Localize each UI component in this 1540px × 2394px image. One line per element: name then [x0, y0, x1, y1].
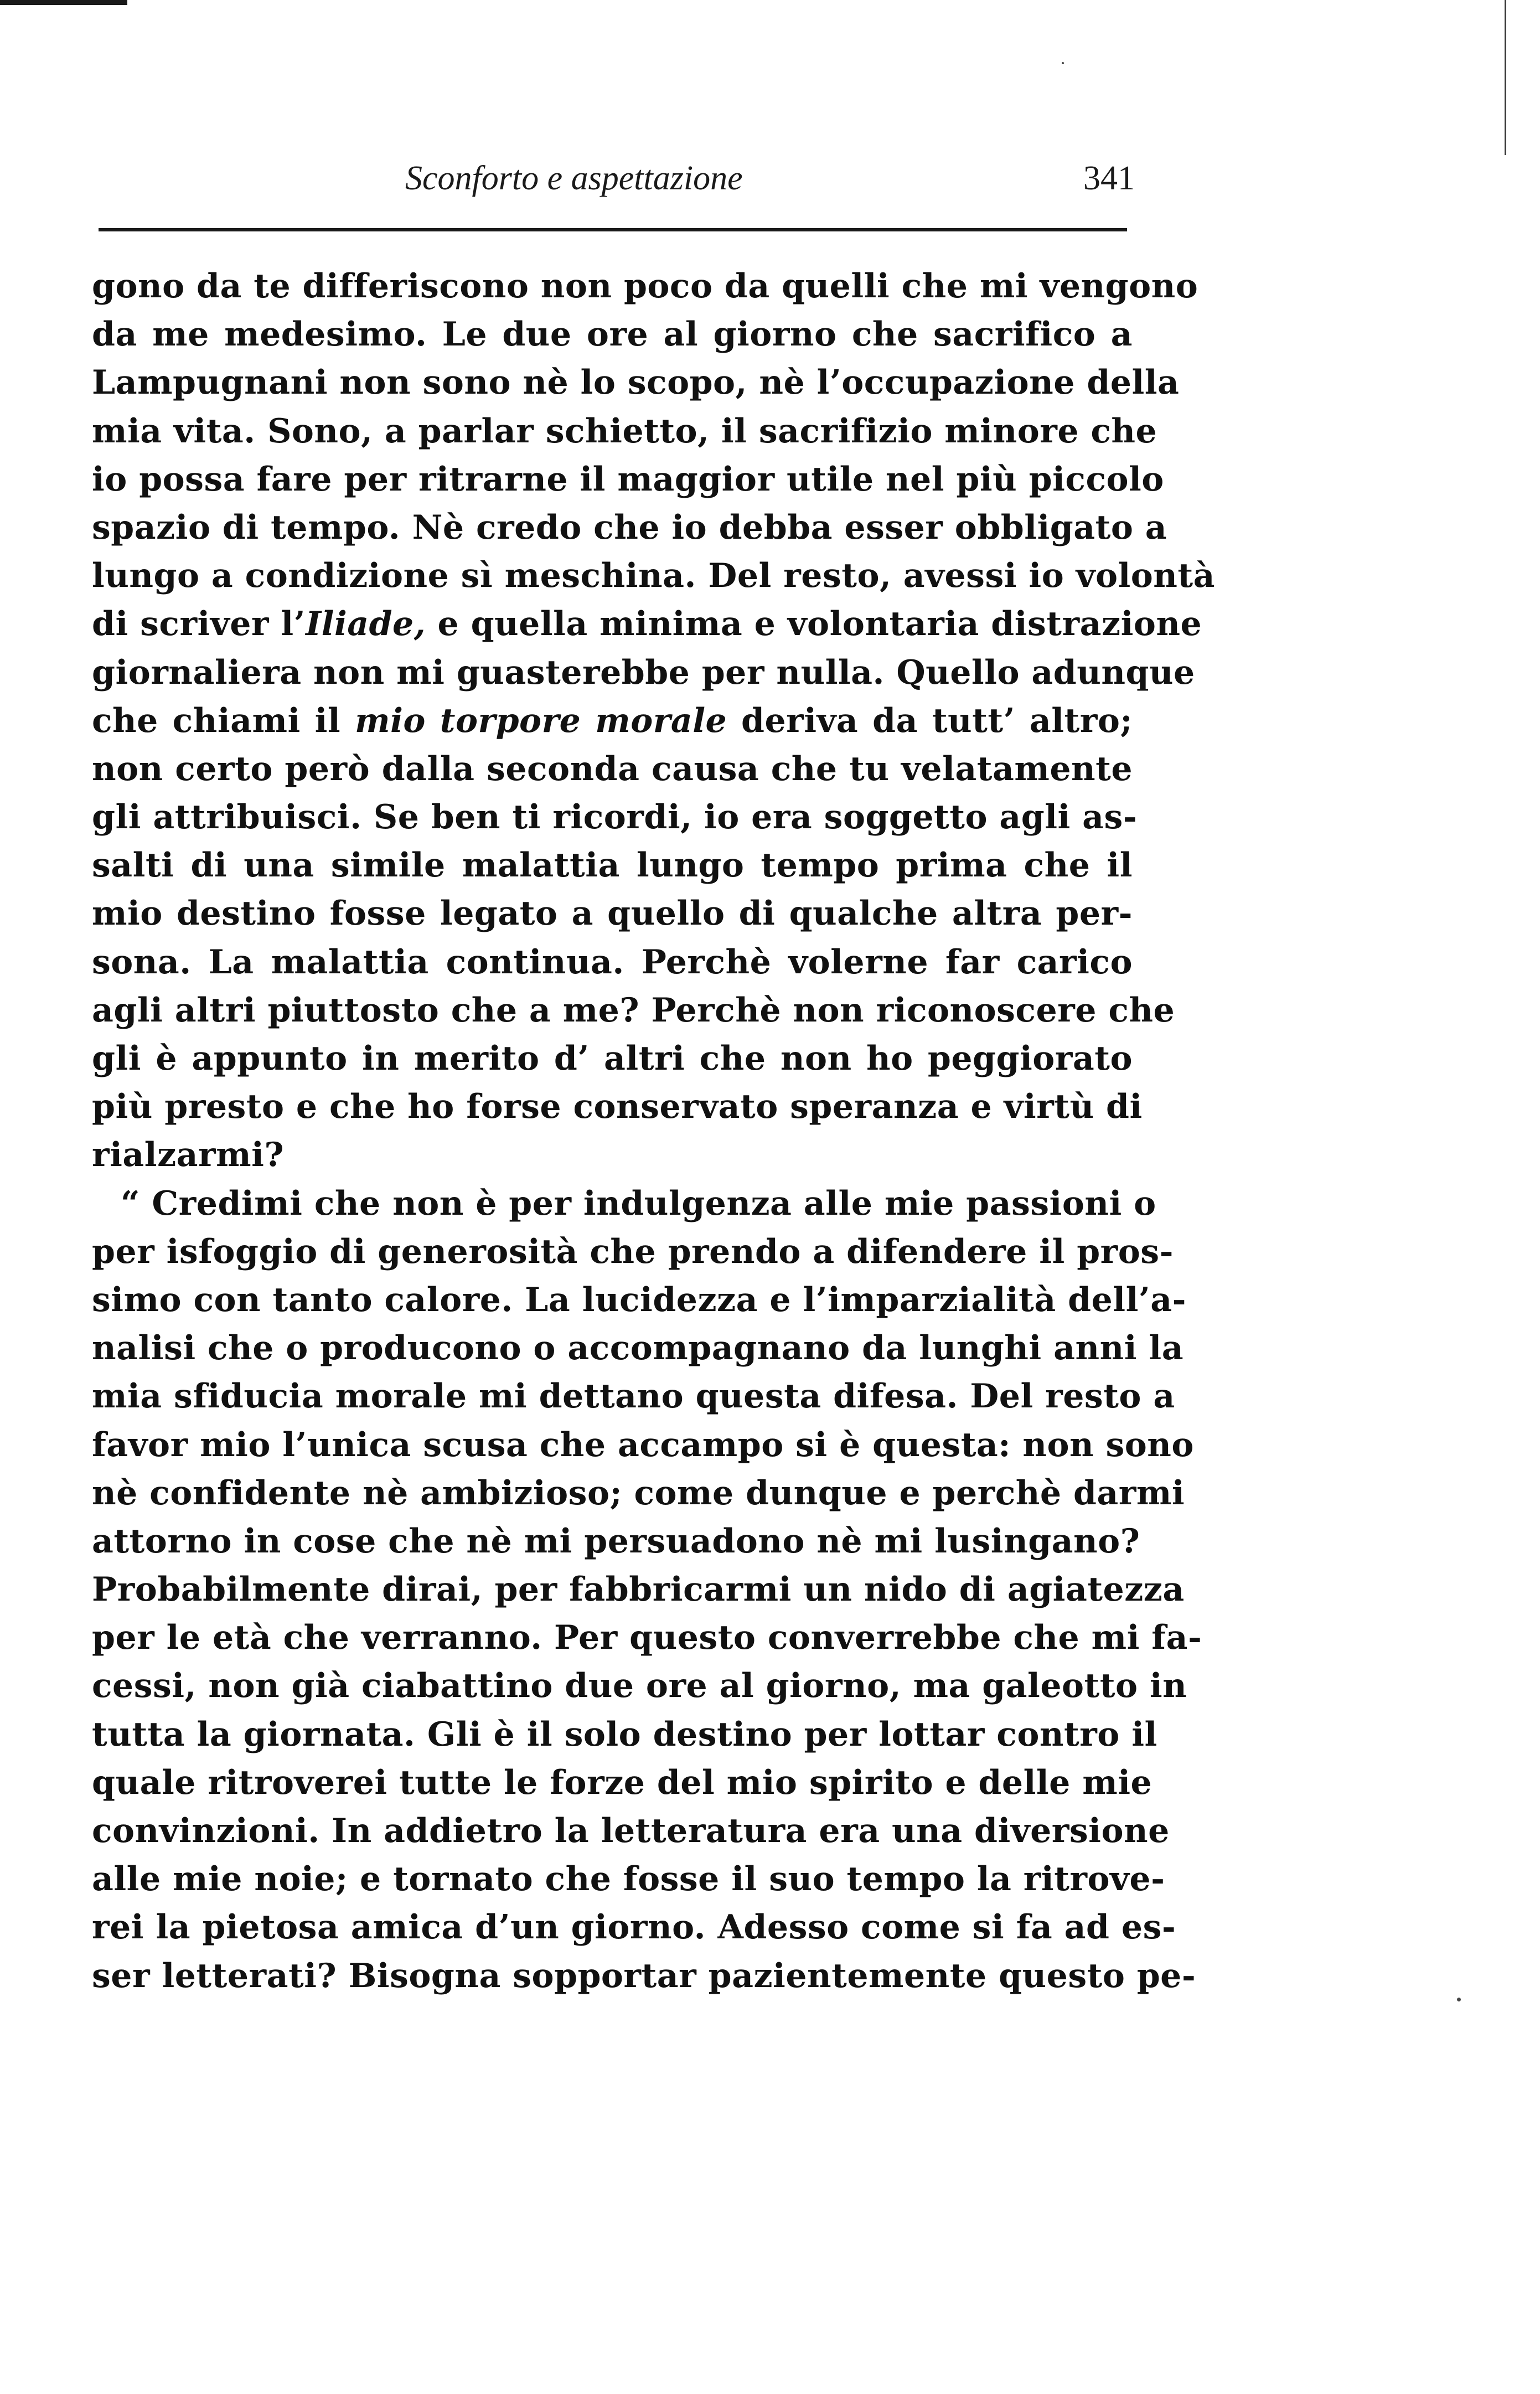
text-line: salti di una simile malattia lungo tempo prima che il: [92, 846, 1133, 885]
text-line: per le età che verranno. Per questo converrebbe che mi fa-: [92, 1618, 1202, 1658]
text-line: sona. La malattia continua. Perchè volerne far carico: [92, 942, 1133, 982]
text-line: tutta la giornata. Gli è il solo destino per lottar contro il: [92, 1715, 1157, 1754]
text-line: nalisi che o producono o accompagnano da lunghi anni la: [92, 1329, 1184, 1368]
text-line: rei la pietosa amica d’un giorno. Adesso come si fa ad es-: [92, 1908, 1176, 1947]
text-line: mia vita. Sono, a parlar schietto, il sacrifizio minore che: [92, 411, 1157, 451]
text-line: convinzioni. In addietro la letteratura era una diversione: [92, 1812, 1170, 1850]
header-rule: [99, 228, 1127, 231]
text-line: mio destino fosse legato a quello di qualche altra per-: [92, 894, 1133, 933]
text-line: lungo a condizione sì meschina. Del resto, avessi io volontà: [92, 556, 1216, 596]
text-line: Lampugnani non sono nè lo scopo, nè l’occupazione della: [92, 363, 1180, 403]
text-line: più presto e che ho forse conservato speranza e virtù di: [92, 1087, 1143, 1127]
scan-edge-mark: [0, 0, 127, 5]
running-header-title: Sconforto e aspettazione: [405, 159, 743, 197]
text-line: simo con tanto calore. La lucidezza e l’imparzialità dell’a-: [92, 1280, 1187, 1319]
text-line: favor mio l’unica scusa che accampo si è questa: non sono: [92, 1425, 1194, 1464]
text-line: quale ritroverei tutte le forze del mio spirito e delle mie: [92, 1763, 1153, 1802]
body-text: [92, 262, 1216, 2000]
text-line: gono da te differiscono non poco da quelli che mi vengono: [92, 267, 1198, 306]
text-line: io possa fare per ritrarne il maggior utile nel più piccolo: [92, 460, 1164, 499]
text-line: ser letterati? Bisogna sopportar pazientemente questo pe-: [92, 1956, 1196, 1995]
text-line: di scriver l’Iliade, e quella minima e volontaria distrazione: [92, 605, 1202, 644]
page-number: 341: [1083, 159, 1135, 197]
text-line: spazio di tempo. Nè credo che io debba esser obbligato a: [92, 508, 1167, 547]
text-line: agli altri piuttosto che a me? Perchè non riconoscere che: [92, 990, 1175, 1030]
text-line: attorno in cose che nè mi persuadono nè mi lusingano?: [92, 1521, 1140, 1561]
text-line: non certo però dalla seconda causa che tu velatamente: [92, 749, 1133, 788]
text-line: mia sfiducia morale mi dettano questa difesa. Del resto a: [92, 1377, 1175, 1416]
text-line: per isfoggio di generosità che prendo a difendere il pros-: [92, 1232, 1174, 1271]
text-line: cessi, non già ciabattino due ore al giorno, ma galeotto in: [92, 1666, 1187, 1706]
scan-edge-line: [1505, 0, 1506, 155]
text-line: gli attribuisci. Se ben ti ricordi, io era soggetto agli as-: [92, 798, 1138, 837]
running-header: [94, 156, 1135, 206]
text-line: Probabilmente dirai, per fabbricarmi un nido di agiatezza: [92, 1570, 1185, 1609]
text-line: che chiami il mio torpore morale deriva da tutt’ altro;: [92, 701, 1133, 740]
text-line: gli è appunto in merito d’ altri che non ho peggiorato: [92, 1039, 1133, 1078]
text-line: giornaliera non mi guasterebbe per nulla. Quello adunque: [92, 653, 1195, 692]
text-line: rialzarmi?: [92, 1136, 285, 1175]
scan-speck: [1457, 1998, 1461, 2001]
italic-phrase: Iliade,: [306, 605, 426, 644]
scan-speck: [1062, 62, 1064, 64]
text-line: nè confidente nè ambizioso; come dunque e perchè darmi: [92, 1473, 1185, 1513]
text-line: da me medesimo. Le due ore al giorno che sacrifico a: [92, 315, 1133, 354]
italic-phrase: mio torpore morale: [355, 701, 727, 740]
text-line: “ Credimi che non è per indulgenza alle mie passioni o: [121, 1184, 1156, 1223]
text-line: alle mie noie; e tornato che fosse il suo tempo la ritrove-: [92, 1860, 1165, 1899]
